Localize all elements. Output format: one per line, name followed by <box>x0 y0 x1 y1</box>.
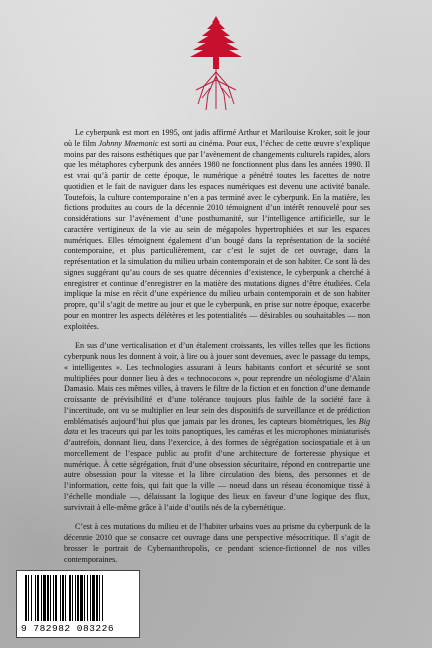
barcode-bars <box>23 575 135 623</box>
bigdata-term: Big data <box>64 416 370 437</box>
paragraph-1: Le cyberpunk est mort en 1995, ont jadis affirmé Arthur et Marilouise Kroker, soit le jour où le film Johnny Mnemonic est sorti au cinéma. Pour eux, l’échec de cette œuvre s’explique moins par des raisons esthétiques que par l’avènement de changements culturels rapides, alors que les métaphores cyberpunk des années 1980 ne fonctionnent plus dans les années 1990. Il est vrai qu’à partir de cette époque, le numérique a pénétré toutes les facettes de notre quotidien et le fait de naviguer dans les espaces numériques est devenu une activité banale. Toutefois, la culture contemporaine n’en a pas terminé avec le cyberpunk. En la matière, les fictions produites au cours de la décennie 2010 témoignent d’un intérêt renouvelé pour ses considérations sur l’avènement d’une posthumanité, sur l’intelligence artificielle, sur le caractère vertigineux de la vie au sein de mégapoles hypertrophiées et sur les espaces numériques. Elles témoignent également d’un bougé dans la représentation de la société contemporaine, et plus particulièrement, car c’est le sujet de cet ouvrage, dans la représentation et la simulation du milieu urbain contemporain et de son habiter. Ce sont là des signes suggérant qu’au cours de ses quatre décennies d’existence, le cyberpunk a cherché à enregistrer et continue d’enregistrer en la matière des mutations dignes d’être étudiées. Cela implique la mise en récit d’une expérience du milieu urbain contemporain et de son habiter propre, qu’il s’agit de mettre au jour et que le cyberpunk, en prise sur notre époque, exacerbe pour en montrer les aspects délétères et les potentialités — désirables ou souhaitables — non exploitées. <box>64 128 371 331</box>
paragraph-2: En sus d’une verticalisation et d’un étalement croissants, les villes telles que les fictions cyberpunk nous les donnent à voir, à lire ou à jouer sont devenues, avec le passage du temps, « intelligentes ». Les technologies assurant à leurs habitants confort et sécurité se sont multipliées pour donner lieu à des « technococons », pour reprendre un néologisme d’Alain Damasio. Mais ces mêmes villes, à travers le filtre de la fiction et en fonction d’une demande croissante de prévisibilité et d’une tolérance toujours plus faible de la société face à l’incertitude, ont vu se multiplier en leur sein des dispositifs de surveillance et de prédiction emblématisés aujourd’hui plus que jamais par les drones, les capteurs biométriques, les Big data et les traceurs qui par les toits panoptiques, les caméras et les microphones miniaturisés d’autrefois, donnant lieu, dans l’exercice, à des formes de ségrégation sociospatiale et à un morcellement de l’espace public au profit d’une architecture de forteresse physique et numérique. À cette ségrégation, fruit d’une obsession sécuritaire, répond en contrepartie une autre obsession pour la vitesse et la libre circulation des biens, des personnes et de l’information, cette fois, qui fait que la ville — noeud dans un réseau économique tissé à l’échelle mondiale —, délaissant la logique des lieux en faveur d’une logique des flux, survivrait à elle-même grâce à l’aide d’outils nés de la cybernétique. <box>64 341 370 512</box>
back-cover-text <box>64 128 370 565</box>
isbn-barcode <box>16 570 140 638</box>
paragraph-3: C’est à ces mutations du milieu et de l’habiter urbains vues au prisme du cyberpunk de la décennie 2010 que se consacre cet ouvrage dans une perspective mésocritique. Il s’agit de brosser le portrait de Cybernanthropolis, ce pendant science-fictionnel de nos villes contemporaines. <box>64 522 370 564</box>
isbn-digits: 9 782982 083226 <box>21 623 115 634</box>
cedar-tree-icon <box>188 14 244 114</box>
film-title: Johnny Mnemonic <box>98 138 159 148</box>
